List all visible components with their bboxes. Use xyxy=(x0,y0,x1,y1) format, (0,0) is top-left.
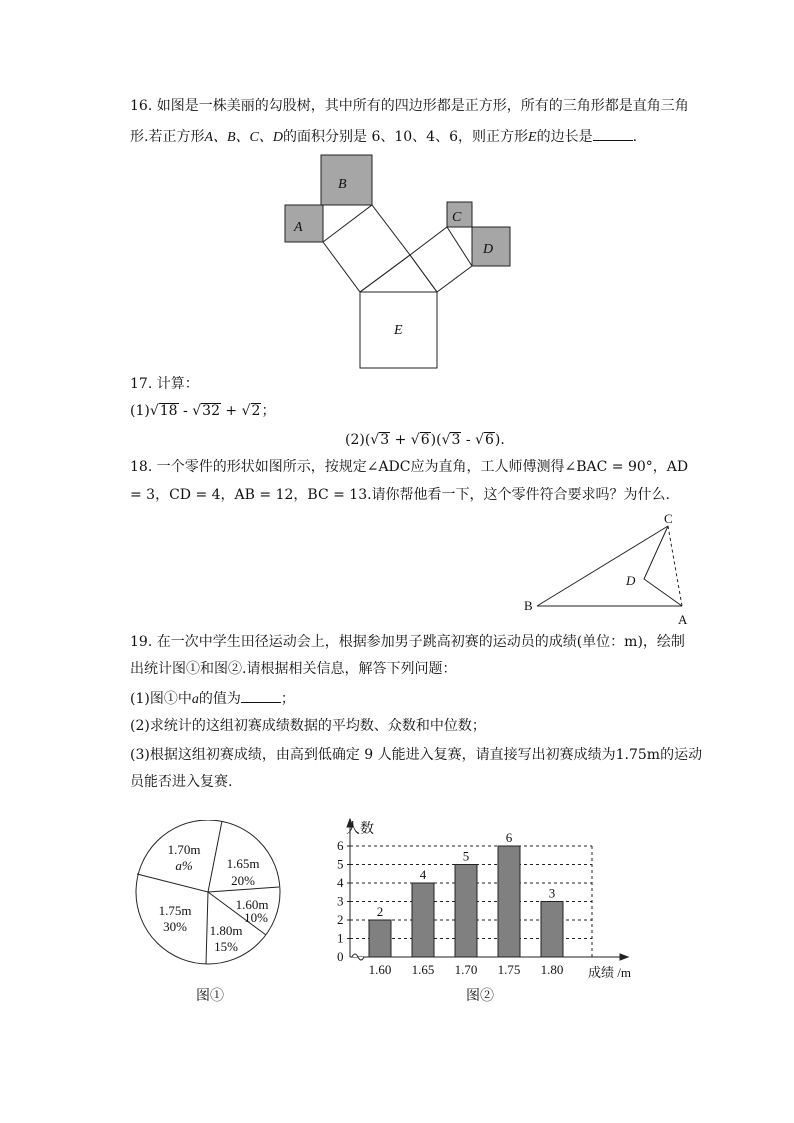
q18-line1: 18. 一个零件的形状如图所示，按规定∠ADC应为直角，工人师傅测得∠BAC = 90°，AD xyxy=(130,459,689,475)
q17-part2: (2)(√3 + √6)(√3 - √6). xyxy=(345,432,505,448)
pie-chart xyxy=(130,820,290,1010)
bar-xlabel: 成绩 /m xyxy=(588,965,631,980)
axis-break xyxy=(352,954,364,960)
bar-caption: 图② xyxy=(466,989,494,1004)
pie-value-175: 30% xyxy=(163,919,187,934)
label-c: C xyxy=(452,210,462,225)
y-tick-label: 6 xyxy=(337,838,344,853)
q17-title: 17. 计算： xyxy=(130,376,199,392)
y-tick-label: 2 xyxy=(337,912,344,927)
pie-label-165: 1.65m xyxy=(226,856,260,871)
label-d: D xyxy=(483,242,494,257)
q18-line2: = 3，CD = 4，AB = 12，BC = 13.请你帮他看一下，这个零件符合要求吗？为什么. xyxy=(130,487,671,503)
q16-line2: 形.若正方形A、B、C、D的面积分别是 6、10、4、6，则正方形E的边长是 . xyxy=(130,126,637,148)
q19-part3-cont: 员能否进入复赛. xyxy=(130,774,233,790)
q19-part2: (2)求统计的这组初赛成绩数据的平均数、众数和中位数； xyxy=(130,718,486,734)
bar-value-label: 6 xyxy=(505,830,513,845)
pie-value-180: 15% xyxy=(214,939,238,954)
q17-part1: (1)√18 - √32 + √2； xyxy=(130,403,276,419)
bar-ylabel: 人数 xyxy=(346,822,374,837)
bar-1.80 xyxy=(541,902,563,958)
pie-value-165: 20% xyxy=(231,873,255,888)
label-b: B xyxy=(338,177,347,192)
y-tick-label: 4 xyxy=(337,875,344,890)
q19-part3: (3)根据这组初赛成绩，由高到低确定 9 人能进入复赛，请直接写出初赛成绩为1.75m的运动 xyxy=(130,747,703,763)
bar-1.65 xyxy=(412,883,434,957)
label-vertex-b: B xyxy=(524,598,533,613)
y-tick-label: 1 xyxy=(337,930,344,946)
x-tick-label: 1.65 xyxy=(411,962,435,977)
x-tick-label: 1.70 xyxy=(454,962,478,977)
pie-caption: 图① xyxy=(196,989,224,1004)
y-tick-label: 5 xyxy=(337,856,344,872)
x-axis-arrow xyxy=(620,954,628,960)
bar-chart xyxy=(320,815,650,1010)
q19-line1: 19. 在一次中学生田径运动会上，根据参加男子跳高初赛的运动员的成绩(单位：m)，绘制 xyxy=(130,634,685,650)
pie-label-170: 1.70m xyxy=(167,842,201,857)
bar-1.60 xyxy=(369,920,391,957)
x-tick-label: 1.75 xyxy=(497,962,521,977)
y-tick-label: 3 xyxy=(337,893,344,909)
q16-line1: 16. 如图是一株美丽的勾股树，其中所有的四边形都是正方形，所有的三角形都是直角三角 xyxy=(130,98,689,114)
bar-value-label: 2 xyxy=(376,904,384,919)
x-tick-label: 1.80 xyxy=(540,962,564,977)
label-vertex-c: C xyxy=(664,511,673,526)
pie-label-175: 1.75m xyxy=(158,903,192,918)
label-vertex-d: D xyxy=(626,573,636,588)
bar-1.70 xyxy=(455,865,477,958)
label-e: E xyxy=(394,323,403,338)
y-tick-label: 0 xyxy=(337,949,344,964)
answer-blank xyxy=(241,688,281,703)
bar-value-label: 4 xyxy=(419,867,427,882)
pie-label-160: 1.60m xyxy=(235,897,269,912)
bar-value-label: 3 xyxy=(548,885,556,901)
q19-line2: 出统计图①和图②.请根据相关信息，解答下列问题： xyxy=(130,661,457,677)
bar-1.75 xyxy=(498,846,520,957)
pie-value-170: a% xyxy=(175,858,193,873)
pie-label-180: 1.80m xyxy=(209,923,243,938)
label-a: A xyxy=(294,220,303,235)
bar-value-label: 5 xyxy=(462,848,470,864)
q19-part1: (1)图①中a的值为 ； xyxy=(130,688,295,710)
label-vertex-a: A xyxy=(678,612,688,627)
pie-value-160: 10% xyxy=(244,910,268,925)
x-tick-label: 1.60 xyxy=(368,962,392,977)
